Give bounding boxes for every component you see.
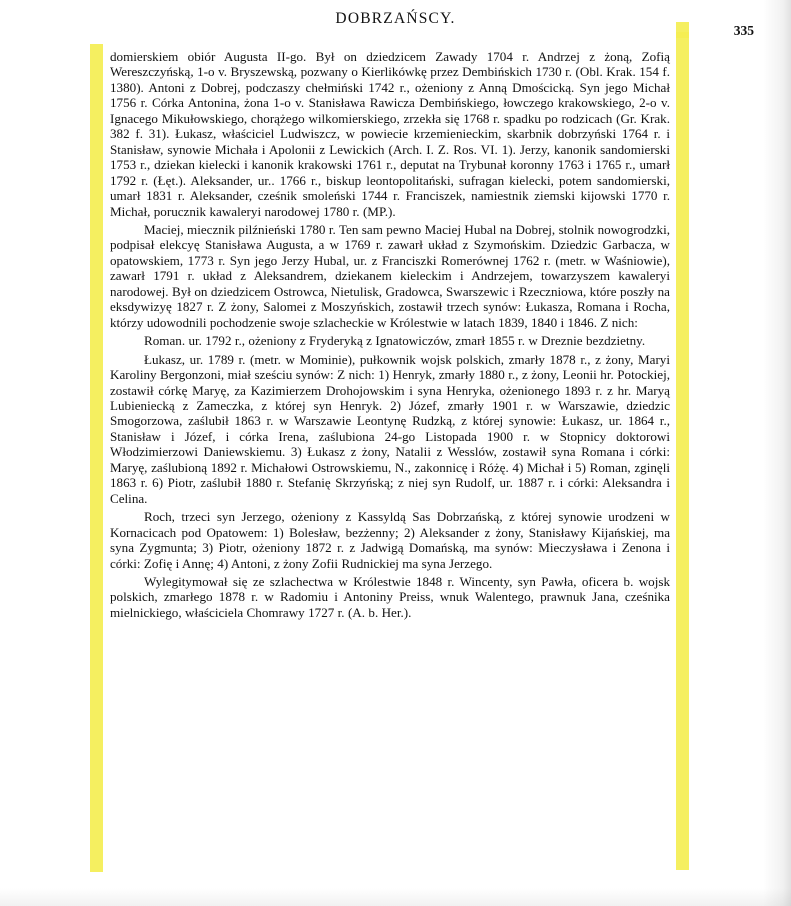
page-bottom-shadow <box>0 888 791 906</box>
paragraph: Wylegitymował się ze szlachectwa w Królestwie 1848 r. Wincenty, syn Pawła, oficera b. wojsk polskich, zmarłego 1878 r. w Radomiu i Antoniny Preiss, wnuk Walentego, prawnuk Jana, cześnika mielnickiego, właściciela Chomrawy 1727 r. (A. b. Her.). <box>110 573 670 620</box>
paragraph: Roman. ur. 1792 r., ożeniony z Fryderyką z Ignatowiczów, zmarł 1855 r. w Dreznie bezdzietny. <box>144 333 646 349</box>
highlighter-mark-right <box>676 32 689 870</box>
page-edge-shadow <box>763 0 791 906</box>
highlighter-mark-left <box>90 44 103 872</box>
page-number: 335 <box>733 23 754 38</box>
paragraph: Maciej, miecznik pilźnieński 1780 r. Ten sam pewno Maciej Hubal na Dobrej, stolnik nowogrodzki, podpisał elekcyę Stanisława Augusta, a w 1769 r. zawarł układ z Szymońskim. Dziedzic Garbacza, w opatowskiem, 1773 r. Syn jego Jerzy Hubal, ur. z Franciszki Romerównej 1762 r. (metr. w Waśniowie), zawarł 1791 r. układ z Aleksandrem, dziekanem kieleckim i Andrzejem, towarzyszem kawaleryi narodowej. Był on dziedzicem Ostrowca, Nietulisk, Gradowca, Swarszewic i Rzeczniowa, które poszły na eksdywizyę 1827 r. Z żony, Salomei z Moszyńskich, zostawił trzech synów: Łukasza, Romana i Rocha, którzy udowodnili pochodzenie swoje szlacheckie w Królestwie w latach 1839, 1840 i 1846. Z nich: <box>110 221 670 330</box>
running-head: DOBRZAŃSCY. <box>335 10 456 27</box>
paragraph: domierskiem obiór Augusta II-go. Był on dziedzicem Zawady 1704 r. Andrzej z żoną, Zofią Wereszczyńską, 1-o v. Bryszewską, pozwany o Kierlikówkę przez Dembińskich 1730 r. (Obl. Krak. 154 f. 1380). Antoni z Dobrej, podczaszy chełmiński 1742 r., ożeniony z Anną Dmościcką. Syn jego Michał 1756 r. Córka Antonina, żona 1-o v. Stanisława Rawicza Dembińskiego, łowczego krakowskiego, 2-o v. Ignacego Mikułowskiego, chorążego wilkomierskiego, zrzekła się 1768 r. spadku po rodzicach (Gr. Krak. 382 f. 31). Łukasz, właściciel Ludwiszcz, w powiecie krzemienieckim, skarbnik dobrzyński 1764 r. i Stanisław, synowie Michała i Apolonii z Lewickich (Arch. I. Z. Ros. VI. 1). Jerzy, kanonik sandomierski 1753 r., dziekan kielecki i kanonik krakowski 1761 r., deputat na Trybunał koronny 1763 i 1765 r., umarł 1792 r. (Łęt.). Aleksander, ur.. 1766 r., biskup leontopolitański, sufragan kielecki, potem sandomierski, umarł 1831 r. Aleksander, cześnik smoleński 1744 r. Franciszek, namiestnik ziemski kijowski 1770 r. Michał, porucznik kawaleryi narodowej 1780 r. (MP.). <box>110 49 670 219</box>
paragraph: Roch, trzeci syn Jerzego, ożeniony z Kassyldą Sas Dobrzańską, z której synowie urodzeni w Kornacicach pod Opatowem: 1) Bolesław, bezżenny; 2) Aleksander z żony, Stanisławy Kijańskiej, ma syna Zygmunta; 3) Piotr, ożeniony 1872 r. z Jadwigą Domańską, ma synów: Mieczysława i Zenona i córki: Zofię i Annę; 4) Antoni, z żony Zofii Rudnickiej ma syna Jerzego. <box>110 509 670 571</box>
text-column <box>110 49 670 620</box>
paragraph: Łukasz, ur. 1789 r. (metr. w Mominie), pułkownik wojsk polskich, zmarły 1878 r., z żony, Maryi Karoliny Bergonzoni, miał sześciu synów: Z nich: 1) Henryk, zmarły 1880 r., z żony, Leonii hr. Potockiej, zostawił córkę Maryę, za Kazimierzem Drohojowskim i syna Henryka, ożenionego 1893 r. z hr. Maryą Lubieniecką z Zameczka, z której syn Henryk. 2) Józef, zmarły 1901 r. w Warszawie, dziedzic Smogorzowa, zaślubił 1863 r. w Warszawie Leontynę Rudzką, z której synowie: Łukasz, ur. 1864 r., Stanisław i Józef, i córka Irena, zaślubiona 24-go Listopada 1900 r. w Stopnicy doktorowi Włodzimierzowi Daniewskiemu. 3) Łukasz z żony, Natalii z Wesslów, zostawił syna Romana i córki: Maryę, zaślubioną 1892 r. Michałowi Ostrowskiemu, N., zakonnicę i Różę. 4) Michał i 5) Roman, zginęli 1863 r. 6) Piotr, zaślubił 1880 r. Stefanię Skrzyńską; z niej syn Rudolf, ur. 1887 r. i córki: Aleksandra i Celina. <box>110 351 670 506</box>
